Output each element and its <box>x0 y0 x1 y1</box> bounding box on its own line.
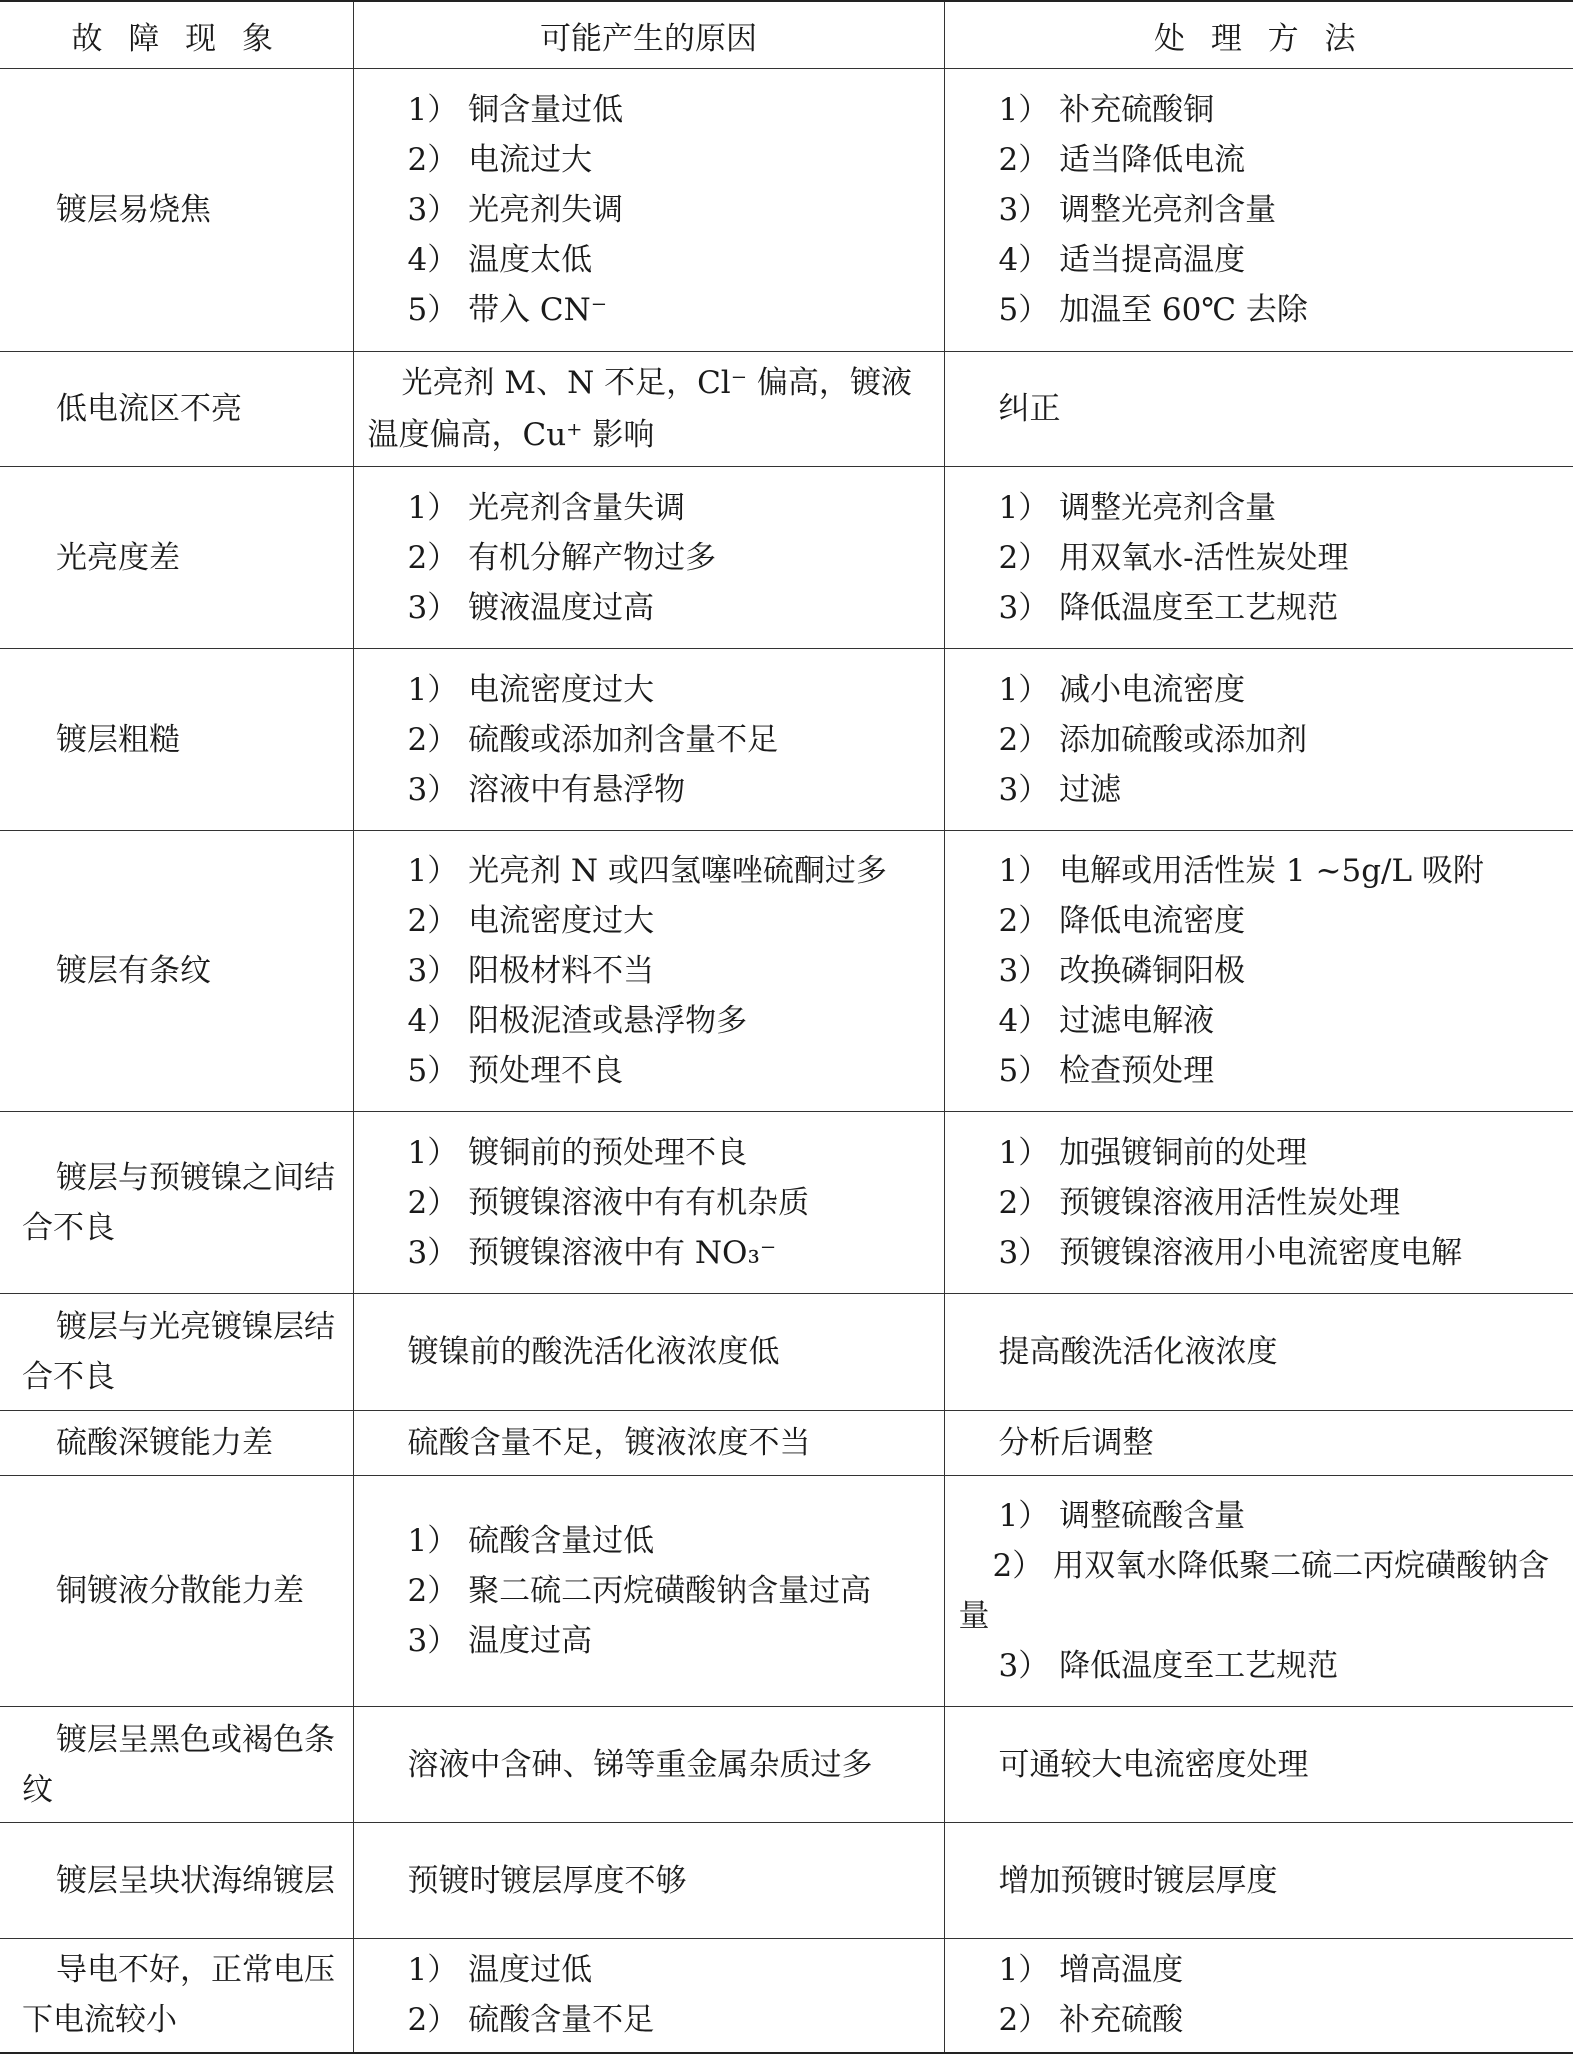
fix-item: 1） 加强镀铜前的处理 <box>998 1134 1308 1171</box>
fix-item: 1） 调整光亮剂含量 <box>998 489 1277 526</box>
fix-text: 增加预镀时镀层厚度 <box>998 1862 1278 1899</box>
cause-item: 3） 光亮剂失调 <box>407 192 624 228</box>
fix-item: 4） 适当提高温度 <box>998 242 1246 278</box>
cause-item: 1） 光亮剂 N 或四氢噻唑硫酮过多 <box>407 853 887 889</box>
fix-item: 3） 预镀镍溶液用小电流密度电解 <box>998 1234 1463 1271</box>
cause-cell <box>353 1939 944 2053</box>
symptom-cell: 镀层粗糙 <box>0 649 353 831</box>
cause-item: 5） 带入 CN⁻ <box>407 292 608 328</box>
cause-cell <box>353 467 944 649</box>
fix-cell <box>944 1112 1573 1294</box>
cause-text: 预镀时镀层厚度不够 <box>407 1862 687 1899</box>
fix-cell <box>944 467 1573 649</box>
table-row <box>0 1112 1573 1294</box>
header-row <box>0 1 1573 69</box>
cause-text: 硫酸含量不足，镀液浓度不当 <box>407 1425 811 1461</box>
cause-item: 5） 预处理不良 <box>407 1053 624 1089</box>
table-row <box>0 649 1573 831</box>
fix-item: 1） 调整硫酸含量 <box>998 1498 1246 1534</box>
fix-text: 纠正 <box>998 391 1061 427</box>
fix-cell <box>944 1823 1573 1939</box>
cause-item: 4） 阳极泥渣或悬浮物多 <box>407 1003 748 1039</box>
cause-cell <box>353 1294 944 1411</box>
table-row <box>0 467 1573 649</box>
cause-item: 1） 电流密度过大 <box>407 671 655 708</box>
cause-item: 1） 镀铜前的预处理不良 <box>407 1134 748 1171</box>
cause-item: 3） 镀液温度过高 <box>407 589 655 626</box>
cause-text: 镀镍前的酸洗活化液浓度低 <box>407 1334 780 1370</box>
symptom-cell: 光亮度差 <box>0 467 353 649</box>
table-row <box>0 1823 1573 1939</box>
fix-cell <box>944 69 1573 352</box>
cause-item: 3） 溶液中有悬浮物 <box>407 771 686 808</box>
fix-item: 3） 降低温度至工艺规范 <box>998 589 1339 626</box>
fix-item: 5） 加温至 60℃ 去除 <box>998 292 1308 328</box>
fix-item: 4） 过滤电解液 <box>998 1003 1215 1039</box>
fix-item: 3） 改换磷铜阳极 <box>998 953 1246 989</box>
cause-text: 溶液中含砷、锑等重金属杂质过多 <box>407 1746 873 1783</box>
fix-item: 1） 电解或用活性炭 1 ~5g/L 吸附 <box>998 853 1484 889</box>
cause-item: 2） 聚二硫二丙烷磺酸钠含量过高 <box>407 1573 872 1609</box>
cause-item: 2） 电流密度过大 <box>407 903 655 939</box>
fix-item: 1） 补充硫酸铜 <box>998 92 1215 128</box>
fix-cell <box>944 649 1573 831</box>
fix-cell <box>944 1411 1573 1476</box>
symptom-cell: 镀层呈黑色或褐色条纹 <box>0 1707 353 1823</box>
fix-item: 3） 降低温度至工艺规范 <box>998 1648 1339 1684</box>
cause-item: 2） 电流过大 <box>407 142 593 178</box>
fix-cell <box>944 352 1573 467</box>
cause-item: 4） 温度太低 <box>407 242 593 278</box>
cause-item: 1） 铜含量过低 <box>407 92 624 128</box>
symptom-cell: 硫酸深镀能力差 <box>0 1411 353 1476</box>
header-symptom: 故 障 现 象 <box>0 1 353 69</box>
symptom-cell: 镀层与预镀镍之间结合不良 <box>0 1112 353 1294</box>
cause-item: 2） 有机分解产物过多 <box>407 539 717 576</box>
cause-cell <box>353 1707 944 1823</box>
cause-cell <box>353 1476 944 1707</box>
table-row <box>0 1707 1573 1823</box>
fix-item: 1） 减小电流密度 <box>998 671 1246 708</box>
cause-cell <box>353 831 944 1112</box>
cause-cell <box>353 649 944 831</box>
table-row <box>0 1476 1573 1707</box>
table-row <box>0 1294 1573 1411</box>
fix-cell <box>944 1939 1573 2053</box>
symptom-cell: 导电不好，正常电压下电流较小 <box>0 1939 353 2053</box>
cause-item: 2） 预镀镍溶液中有有机杂质 <box>407 1184 810 1221</box>
fix-text: 可通较大电流密度处理 <box>998 1746 1309 1783</box>
symptom-cell: 低电流区不亮 <box>0 352 353 467</box>
cause-cell <box>353 1112 944 1294</box>
fix-item: 2） 补充硫酸 <box>998 2002 1184 2039</box>
fix-item: 2） 用双氧水-活性炭处理 <box>998 539 1349 576</box>
symptom-cell: 镀层有条纹 <box>0 831 353 1112</box>
cause-item: 1） 硫酸含量过低 <box>407 1523 655 1559</box>
fix-cell <box>944 831 1573 1112</box>
fix-item: 3） 调整光亮剂含量 <box>998 192 1277 228</box>
cause-cell <box>353 69 944 352</box>
fix-item: 5） 检查预处理 <box>998 1053 1215 1089</box>
symptom-cell: 镀层易烧焦 <box>0 69 353 352</box>
fix-text: 提高酸洗活化液浓度 <box>998 1334 1278 1370</box>
header-cause: 可能产生的原因 <box>353 1 944 69</box>
table-row <box>0 352 1573 467</box>
fix-item: 2） 预镀镍溶液用活性炭处理 <box>998 1184 1401 1221</box>
fix-item: 2） 用双氧水降低聚二硫二丙烷磺酸钠含量 <box>958 1548 1550 1634</box>
cause-item: 3） 温度过高 <box>407 1623 593 1659</box>
fix-cell <box>944 1707 1573 1823</box>
table-row <box>0 831 1573 1112</box>
fix-item: 2） 适当降低电流 <box>998 142 1246 178</box>
fix-item: 1） 增高温度 <box>998 1952 1184 1989</box>
cause-item: 3） 预镀镍溶液中有 NO₃⁻ <box>407 1234 777 1271</box>
fix-text: 分析后调整 <box>998 1425 1154 1461</box>
symptom-cell: 镀层呈块状海绵镀层 <box>0 1823 353 1939</box>
cause-cell <box>353 1411 944 1476</box>
cause-item: 3） 阳极材料不当 <box>407 953 655 989</box>
cause-item: 1） 温度过低 <box>407 1952 593 1989</box>
table-row <box>0 1939 1573 2053</box>
table-row <box>0 69 1573 352</box>
cause-cell <box>353 352 944 467</box>
fix-cell <box>944 1294 1573 1411</box>
fix-item: 2） 添加硫酸或添加剂 <box>998 721 1308 758</box>
cause-item: 2） 硫酸或添加剂含量不足 <box>407 721 779 758</box>
fix-item: 2） 降低电流密度 <box>998 903 1246 939</box>
table-row <box>0 1411 1573 1476</box>
cause-cell <box>353 1823 944 1939</box>
cause-item: 1） 光亮剂含量失调 <box>407 489 686 526</box>
header-fix: 处 理 方 法 <box>944 1 1573 69</box>
cause-text: 光亮剂 M、N 不足，Cl⁻ 偏高，镀液温度偏高，Cu⁺ 影响 <box>367 365 912 453</box>
fix-item: 3） 过滤 <box>998 771 1122 808</box>
cause-item: 2） 硫酸含量不足 <box>407 2002 655 2039</box>
symptom-cell: 镀层与光亮镀镍层结合不良 <box>0 1294 353 1411</box>
fix-cell <box>944 1476 1573 1707</box>
symptom-cell: 铜镀液分散能力差 <box>0 1476 353 1707</box>
